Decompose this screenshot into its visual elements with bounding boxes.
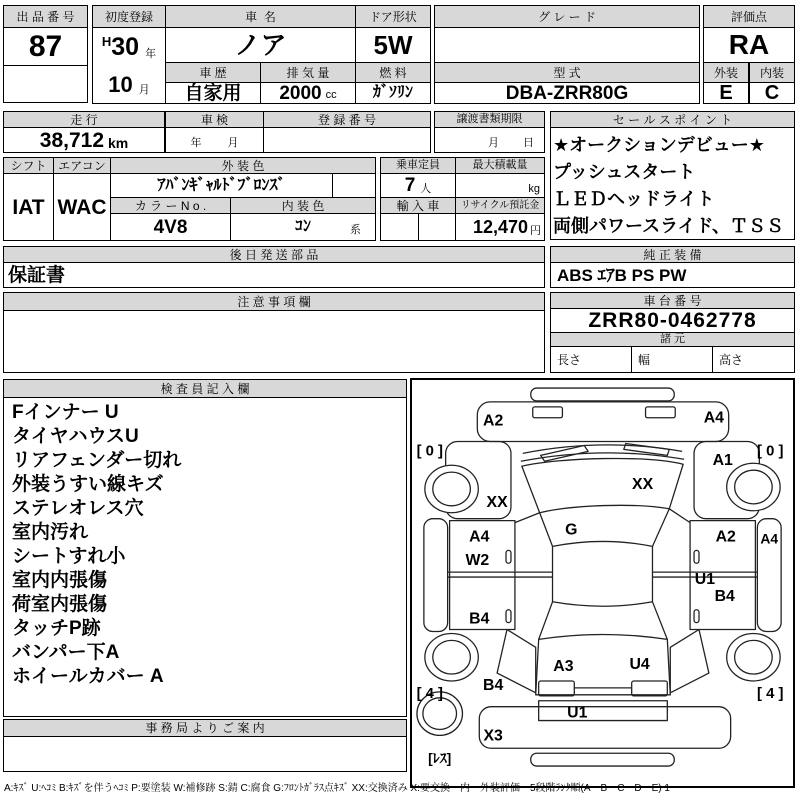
inspector-item: タッチP跡: [12, 618, 101, 639]
lot-number-empty: [3, 65, 88, 103]
recycle-deposit-value: [455, 213, 545, 241]
mark-door-front-left-2: W2: [465, 552, 490, 570]
transfer-deadline-header: 譲渡書類期限: [434, 111, 545, 128]
office-notice-body: [3, 736, 407, 772]
first-reg-year: [102, 35, 156, 60]
mark-rear-bumper: U1: [567, 704, 588, 722]
sales-point-line: 両側パワースライド、ＴＳＳ: [553, 216, 784, 236]
mark-tread-rear-left: [ 4 ]: [416, 685, 444, 702]
mark-sill-right: A4: [760, 530, 779, 547]
car-topview-diagram: [412, 380, 793, 786]
inspector-item: 外装うすい線キズ: [12, 474, 164, 495]
history-header: 車 歴: [165, 62, 261, 83]
grade-header: グ レ ー ド: [434, 5, 700, 28]
inspector-item: Fインナー U: [12, 402, 119, 423]
inspection-year-unit: 年: [190, 137, 202, 149]
lot-number-value: 87: [3, 27, 88, 66]
interior-grade-value: C: [749, 82, 795, 104]
inspector-item: バンパー下A: [12, 642, 120, 663]
chassis-number-header: 車 台 番 号: [550, 292, 795, 309]
color-no-header: カ ラ ー N o .: [110, 197, 231, 214]
month-value: 10: [108, 72, 133, 97]
mark-windshield: XX: [632, 475, 654, 493]
inspector-item: シートすれ小: [12, 546, 126, 567]
sales-point-line: ★オークションデビュー★: [553, 135, 765, 155]
notes-header: 注 意 事 項 欄: [3, 292, 545, 311]
mark-door-rear-left: B4: [469, 610, 490, 628]
era-mark: H: [101, 34, 112, 49]
mark-front-corner-left: A2: [483, 412, 504, 430]
office-notice-header: 事 務 局 よ り ご 案 内: [3, 719, 407, 737]
inspection-value: [165, 127, 264, 153]
recycle-number: 12,470: [472, 217, 528, 237]
first-reg-month: [108, 74, 149, 96]
inspection-month-unit: 月: [227, 137, 239, 149]
mark-front-corner-right: A4: [703, 409, 724, 427]
import-value-b: [418, 213, 456, 241]
transfer-deadline-value: [434, 127, 545, 153]
interior-color-suffix: 系: [350, 224, 361, 236]
shift-value: IAT: [3, 173, 54, 241]
recycle-unit: 円: [530, 225, 541, 237]
capacity-unit: 人: [420, 183, 432, 195]
score-value: RA: [703, 27, 795, 63]
mileage-value: [3, 127, 165, 153]
interior-color-name: ｺﾝ: [294, 218, 311, 235]
displacement-value: [260, 82, 356, 104]
exterior-color-value: ｱﾊﾞﾝｷﾞｬﾙﾄﾞﾌﾞﾛﾝｽﾞ: [110, 173, 333, 198]
fuel-header: 燃 料: [355, 62, 431, 83]
legend-footer: A:ｷｽﾞ U:ﾍｺﾐ B:ｷｽﾞを伴うﾍｺﾐ P:要塗装 W:補修跡 S:錆 C:腐食 G:ﾌﾛﾝﾄｶﾞﾗｽ点ｷｽﾞ XX:交換済み X:要交換 内・外装評価 5段階ﾗﾝｸ順(A・B・C・D・E) 1: [4, 783, 670, 794]
mark-door-rear-right: B4: [714, 587, 735, 605]
door-shape-value: 5W: [355, 27, 431, 63]
exterior-grade-value: E: [703, 82, 749, 104]
later-parts-value: 保証書: [3, 262, 545, 288]
lot-number-header: 出 品 番 号: [3, 5, 88, 28]
first-registration-header: 初度登録: [92, 5, 166, 28]
reg-no-header: 登 録 番 号: [263, 111, 431, 128]
exterior-color-header: 外 装 色: [110, 157, 376, 174]
mark-tread-front-right: [ 0 ]: [757, 443, 784, 460]
mark-spare-tire: [ﾚｽ]: [428, 750, 452, 767]
sales-points-header: セ ー ル ス ポ イ ン ト: [550, 111, 795, 128]
dimension-height: 高さ: [712, 346, 795, 373]
mileage-unit: km: [108, 135, 129, 151]
shift-header: シフト: [3, 157, 54, 174]
capacity-header: 乗車定員: [380, 157, 456, 174]
mileage-header: 走 行: [3, 111, 165, 128]
recycle-deposit-header: リサイクル預託金: [455, 197, 545, 214]
import-value-a: [380, 213, 419, 241]
history-value: 自家用: [165, 82, 261, 104]
interior-color-value: [230, 213, 376, 241]
inspector-item: 荷室内張傷: [12, 594, 108, 615]
first-registration-value: [92, 27, 166, 104]
mark-tread-front-left: [ 0 ]: [416, 443, 444, 460]
displacement-number: 2000: [279, 82, 322, 104]
max-load-unit: kg: [528, 183, 540, 195]
inspector-notes-body: [3, 397, 407, 717]
chassis-number-value: ZRR80-0462778: [550, 308, 795, 333]
inspector-item: タイヤハウスU: [12, 426, 139, 447]
car-name-header: 車 名: [165, 5, 356, 28]
inspector-item: リアフェンダー切れ: [12, 450, 182, 471]
oem-equipment-value: ABS ｴｱB PS PW: [550, 262, 795, 288]
dimensions-header: 諸 元: [550, 332, 795, 347]
inspector-notes-header: 検 査 員 記 入 欄: [3, 379, 407, 398]
displacement-unit: cc: [325, 89, 337, 101]
inspector-item: 室内汚れ: [12, 522, 89, 543]
transfer-day-unit: 日: [523, 137, 534, 149]
mark-tailgate-left: A3: [553, 658, 574, 676]
exterior-grade-header: 外装: [703, 62, 749, 83]
mark-fender-front-right: A1: [712, 452, 733, 470]
mark-front-left-area: XX: [486, 493, 508, 511]
displacement-header: 排 気 量: [260, 62, 356, 83]
fuel-value: ｶﾞｿﾘﾝ: [355, 82, 431, 104]
inspector-item: ホイールカバー A: [12, 666, 164, 687]
mark-tailgate-right: U4: [629, 656, 650, 674]
inspector-item: ステレオレス穴: [12, 498, 144, 519]
mark-door-front-right: A2: [715, 528, 736, 546]
reg-no-value: [263, 127, 431, 153]
mark-rear-bumper-corner: X3: [483, 727, 503, 745]
grade-value: [434, 27, 700, 63]
mark-door-front-left-1: A4: [469, 528, 490, 546]
max-load-value: [455, 173, 545, 198]
dimension-width: 幅: [631, 346, 713, 373]
model-code-header: 型 式: [434, 62, 700, 83]
later-parts-header: 後 日 発 送 部 品: [3, 246, 545, 263]
year-unit: 年: [145, 48, 157, 60]
year-value: 30: [111, 33, 140, 61]
color-no-value: 4V8: [110, 213, 231, 241]
oem-equipment-header: 純 正 装 備: [550, 246, 795, 263]
sales-points-body: [550, 127, 795, 240]
notes-body: [3, 310, 545, 373]
sales-point-line: プッシュスタート: [553, 162, 696, 182]
aircon-value: WAC: [53, 173, 111, 241]
mark-tread-rear-right: [ 4 ]: [757, 685, 784, 702]
mark-roof-front: G: [565, 521, 578, 539]
transfer-month-unit: 月: [488, 137, 499, 149]
interior-grade-header: 内装: [749, 62, 795, 83]
car-name-value: ノア: [165, 27, 356, 63]
inspection-header: 車 検: [165, 111, 264, 128]
exterior-color-extra: [332, 173, 376, 198]
inspector-item: 室内内張傷: [12, 570, 108, 591]
mark-quarter-rear-left: B4: [483, 676, 504, 694]
mileage-number: 38,712: [39, 128, 104, 152]
damage-diagram: [410, 378, 795, 788]
sales-point-line: ＬＥＤヘッドライト: [553, 189, 715, 209]
dimension-length: 長さ: [550, 346, 632, 373]
mark-under-right: U1: [694, 570, 716, 588]
score-header: 評価点: [703, 5, 795, 28]
capacity-value: [380, 173, 456, 198]
model-code-value: DBA-ZRR80G: [434, 82, 700, 104]
door-shape-header: ドア形状: [355, 5, 431, 28]
interior-color-header: 内 装 色: [230, 197, 376, 214]
capacity-number: 7: [404, 175, 416, 196]
max-load-header: 最大積載量: [455, 157, 545, 174]
aircon-header: エアコン: [53, 157, 111, 174]
month-unit: 月: [138, 84, 150, 96]
import-header: 輸 入 車: [380, 197, 456, 214]
